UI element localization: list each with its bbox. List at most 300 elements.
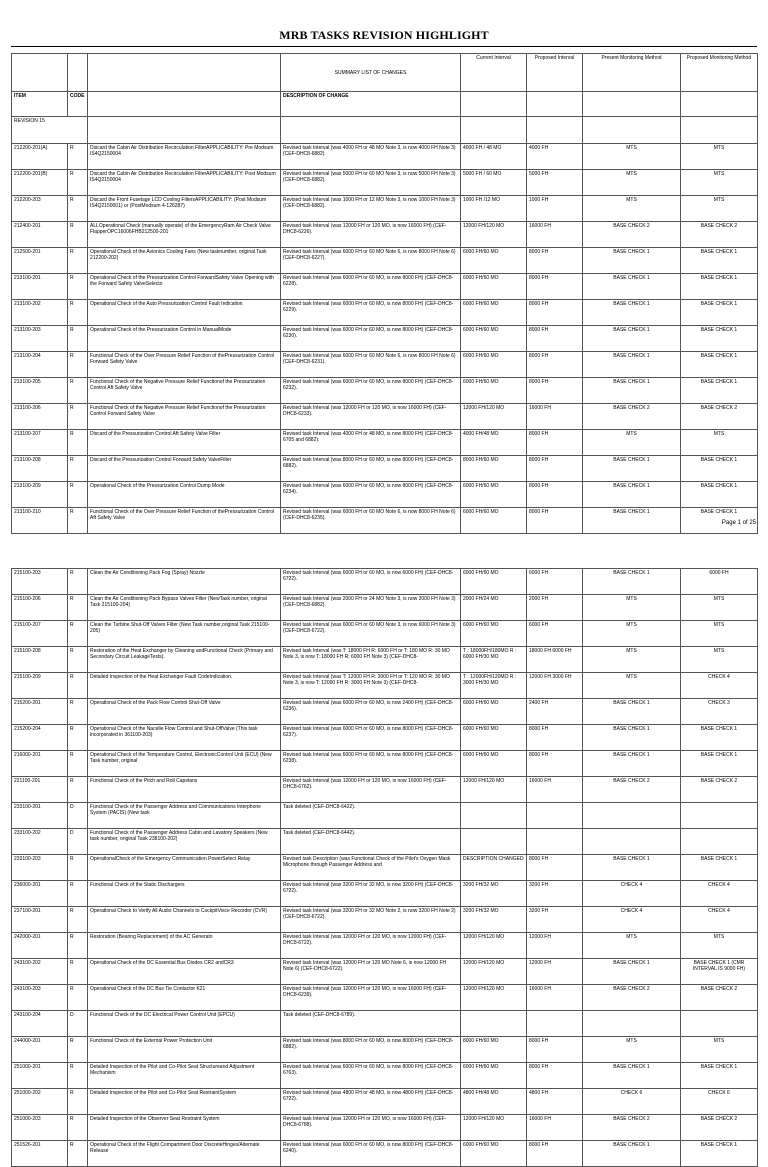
- present-method-cell: BASE CHECK 1: [583, 569, 681, 595]
- code-cell: R: [68, 1115, 88, 1141]
- task-cell: Functional Check of the Negative Pressure Relief Functionof the Pressurization Control Aft Safety Valve: [88, 378, 281, 404]
- table-row: [12, 326, 758, 352]
- change-cell: Revised task Interval (was 5000 FH or 60 MO Note 3, is now 5000 FH Note 3) (CEF-DHC8-6882).: [281, 170, 461, 196]
- table-row: [12, 274, 758, 300]
- item-cell: 236000-201: [12, 881, 68, 907]
- item-cell: 212200-203: [12, 196, 68, 222]
- table-row: [12, 621, 758, 647]
- task-cell: Functional Check of the External Power Protection Unit: [88, 1037, 281, 1063]
- task-cell: Operational Check of the Pressurization Control in ManualMode: [88, 326, 281, 352]
- change-cell: Revised task Interval (was 12000 FH or 120 MO, is now 16000 FH) (CEF-DHC8-6762).: [281, 777, 461, 803]
- code-cell: R: [68, 300, 88, 326]
- title-underline: [11, 46, 757, 47]
- present-method-cell: MTS: [583, 1037, 681, 1063]
- table-row: [12, 248, 758, 274]
- change-cell: Revised task Interval (was T: 18000 FH R: 6000 FH or T: 180 MO R: 30 MO Note 3, is now T: 18000 FH R: 6000 FH Note 3) (CEF-DHC8-: [281, 647, 461, 673]
- proposed-interval-cell: 8000 FH: [527, 300, 583, 326]
- task-cell: Operational Check of the Flight Compartment Door DiscreteHinges/Alternate Release: [88, 1141, 281, 1167]
- code-cell: R: [68, 326, 88, 352]
- proposed-interval-cell: 5000 FH: [527, 170, 583, 196]
- proposed-method-cell: CHECK 4: [681, 673, 758, 699]
- code-cell: R: [68, 1141, 88, 1167]
- proposed-interval-cell: 8000 FH: [527, 1141, 583, 1167]
- present-method-cell: MTS: [583, 430, 681, 456]
- present-method-cell: MTS: [583, 170, 681, 196]
- current-interval-cell: T : 12000FH/120MO R : 3000 FH/30 MO: [461, 673, 527, 699]
- current-interval-cell: 12000 FH/120 MO: [461, 933, 527, 959]
- proposed-method-cell: BASE CHECK 1: [681, 378, 758, 404]
- header-row: [12, 54, 758, 92]
- change-cell: Revised task Interval (was 6000 FH or 60 MO, is now 8000 FH) (CEF-DHC8-6240).: [281, 1141, 461, 1167]
- current-interval-cell: 6000 FH/60 MO: [461, 1141, 527, 1167]
- code-cell: R: [68, 881, 88, 907]
- task-cell: Functional Check of the DC Electrical Power Control Unit (EPCU): [88, 1011, 281, 1037]
- table-row: [12, 569, 758, 595]
- item-cell: 215100-209: [12, 673, 68, 699]
- change-cell: Revised task Interval (was 8000 FH or 60 MO, is now 8000 FH) (CEF-DHC8-6882).: [281, 1037, 461, 1063]
- change-cell: Revised task Interval (was 6000 FH or 60 MO, is now 6000 FH) (CEF-DHC8-6722).: [281, 569, 461, 595]
- current-interval-cell: DESCRIPTION CHANGED: [461, 855, 527, 881]
- table-row: [12, 352, 758, 378]
- change-cell: Revised task Interval (was 6000 FH or 60 MO, is now 8000 FH) (CEF-DHC8-6237).: [281, 725, 461, 751]
- current-interval-cell: 4800 FH/48 MO: [461, 1089, 527, 1115]
- table-row: [12, 300, 758, 326]
- change-cell: Revised task Interval (was 6000 FH or 60 MO Note 6, is now 8000 FH Note 6) (CEF-DHC8-6227).: [281, 248, 461, 274]
- current-interval-cell: 6000 FH/60 MO: [461, 378, 527, 404]
- code-cell: R: [68, 508, 88, 534]
- task-cell: Operational Check of the DC Essential Bus Diodes CR2 andCR3: [88, 959, 281, 985]
- proposed-interval-cell: 12000 FH: [527, 959, 583, 985]
- proposed-method-cell: MTS: [681, 430, 758, 456]
- present-method-cell: BASE CHECK 1: [583, 959, 681, 985]
- revision-table-page-2: [11, 568, 758, 1167]
- task-cell: ALLOperational Check (manually operate) of the EmergencyRam Air Check Valve FlapperOPC16006FHB212500-201: [88, 222, 281, 248]
- proposed-interval-cell: 12000 FH: [527, 933, 583, 959]
- item-cell: 233100-202: [12, 829, 68, 855]
- present-method-cell: [583, 803, 681, 829]
- revision-row: [12, 117, 758, 144]
- table-row: [12, 508, 758, 534]
- code-cell: R: [68, 274, 88, 300]
- code-cell: R: [68, 699, 88, 725]
- proposed-interval-cell: [527, 829, 583, 855]
- code-cell: R: [68, 1063, 88, 1089]
- item-header: ITEM: [12, 92, 68, 117]
- present-method-cell: BASE CHECK 1: [583, 274, 681, 300]
- present-method-cell: BASE CHECK 1: [583, 248, 681, 274]
- proposed-method-cell: BASE CHECK 1: [681, 508, 758, 534]
- current-interval-cell: 12000 FH/120 MO: [461, 777, 527, 803]
- table-row: [12, 1141, 758, 1167]
- item-cell: 212200-201(A): [12, 144, 68, 170]
- proposed-interval-cell: 8000 FH: [527, 378, 583, 404]
- change-cell: Revised task Interval (was 6000 FH or 60 MO Note 6, is now 8000 FH Note 6) (CEF-DHC8-6231).: [281, 352, 461, 378]
- proposed-method-cell: BASE CHECK 1: [681, 1063, 758, 1089]
- table-row: [12, 803, 758, 829]
- code-cell: R: [68, 959, 88, 985]
- task-cell: Operational Check of the Pack Flow Control Shut-Off Valve: [88, 699, 281, 725]
- code-cell: R: [68, 673, 88, 699]
- proposed-interval-cell: 8000 FH: [527, 725, 583, 751]
- table-row: [12, 725, 758, 751]
- current-interval-cell: 5000 FH / 60 MO: [461, 170, 527, 196]
- present-method-cell: BASE CHECK 1: [583, 378, 681, 404]
- code-header: CODE: [68, 92, 88, 117]
- change-cell: Revised task Interval (was 6000 FH or 60 MO Note 6, is now 8000 FH Note 6) (CEF-DHC8-6235).: [281, 508, 461, 534]
- proposed-method-cell: BASE CHECK 1: [681, 326, 758, 352]
- current-interval-cell: 6000 FH/60 MO: [461, 751, 527, 777]
- proposed-method-cell: CHECK 4: [681, 907, 758, 933]
- item-cell: 215100-208: [12, 647, 68, 673]
- task-cell: Detailed Inspection of the Heat Exchanger Fault CodeIndication.: [88, 673, 281, 699]
- current-interval-cell: 12000 FH/120 MO: [461, 985, 527, 1011]
- code-cell: R: [68, 647, 88, 673]
- change-cell: Revised task Interval (was 12000 FH or 120 MO, is now 16000 FH) (CEF-DHC8-6788).: [281, 1115, 461, 1141]
- task-cell: Restoration (Bearing Replacement) of the AC Generato: [88, 933, 281, 959]
- present-method-cell: BASE CHECK 2: [583, 404, 681, 430]
- change-cell: Revised task Interval (was 6000 FH or 60 MO, is now 8000 FH) (CEF-DHC8-6238).: [281, 751, 461, 777]
- code-cell: R: [68, 352, 88, 378]
- proposed-method-cell: BASE CHECK 1: [681, 300, 758, 326]
- proposed-method-cell: MTS: [681, 170, 758, 196]
- present-method-cell: BASE CHECK 1: [583, 725, 681, 751]
- task-cell: Detailed Inspection of the Observer Seat Restraint System: [88, 1115, 281, 1141]
- table-row: [12, 222, 758, 248]
- item-cell: 221100-201: [12, 777, 68, 803]
- proposed-method-cell: BASE CHECK 1: [681, 352, 758, 378]
- item-cell: 242000-201: [12, 933, 68, 959]
- change-cell: Task deleted (CEF-DHC8-6442).: [281, 829, 461, 855]
- task-cell: Functional Check of the Static Dischargers: [88, 881, 281, 907]
- column-label-row: [12, 92, 758, 117]
- current-interval-cell: 3200 FH/32 MO: [461, 907, 527, 933]
- table-row: [12, 699, 758, 725]
- present-method-cell: BASE CHECK 1: [583, 352, 681, 378]
- proposed-interval-cell: 8000 FH: [527, 1063, 583, 1089]
- proposed-method-cell: MTS: [681, 933, 758, 959]
- proposed-interval-cell: 8000 FH: [527, 1037, 583, 1063]
- task-cell: Detailed Inspection of the Pilot and Co-Pilot Seat Structureand Adjustment Mechanism: [88, 1063, 281, 1089]
- proposed-method-cell: BASE CHECK 1 (CMR INTERVAL IS 9000 FH): [681, 959, 758, 985]
- proposed-method-cell: BASE CHECK 2: [681, 777, 758, 803]
- code-cell: D: [68, 803, 88, 829]
- change-cell: Revised task Interval (was 12000 FH or 120 MO, is now 16000 FH) (CEF-DHC8-6233).: [281, 404, 461, 430]
- present-method-cell: BASE CHECK 2: [583, 222, 681, 248]
- change-cell: Revised task Interval (was 12000 FH or 120 MO Note 6, is now 12000 FH Note 6) (CEF-DHC8-6722).: [281, 959, 461, 985]
- code-cell: R: [68, 404, 88, 430]
- present-method-cell: CHECK 4: [583, 907, 681, 933]
- proposed-method-cell: [681, 803, 758, 829]
- task-cell: Discard the Front Fuselage LCD Cooling FiltersAPPLICABILITY: (Post Modsum IS4Q2150001) or (PostModsum 4-126287): [88, 196, 281, 222]
- table-row: [12, 933, 758, 959]
- proposed-interval-cell: 8000 FH: [527, 248, 583, 274]
- table-row: [12, 1089, 758, 1115]
- item-cell: 251526-201: [12, 1141, 68, 1167]
- change-cell: Revised task Interval (was 12000 FH or 120 MO, is now 12000 FH) (CEF-DHC8-6722).: [281, 933, 461, 959]
- proposed-method-cell: BASE CHECK 2: [681, 985, 758, 1011]
- table-row: [12, 1115, 758, 1141]
- item-cell: 243100-203: [12, 985, 68, 1011]
- change-cell: Revised task Interval (was 6000 FH or 60 MO, is now 8000 FH) (CEF-DHC8-6228).: [281, 274, 461, 300]
- proposed-interval-cell: 8000 FH: [527, 456, 583, 482]
- change-cell: Task deleted (CEF-DHC8-6422).: [281, 803, 461, 829]
- code-cell: R: [68, 777, 88, 803]
- current-interval-cell: 6000 FH/60 MO: [461, 508, 527, 534]
- current-interval-cell: 6000 FH/60 MO: [461, 699, 527, 725]
- item-cell: 237100-201: [12, 907, 68, 933]
- change-cell: Revised task Interval (was 6000 FH or 60 MO, is now 8000 FH) (CEF-DHC8-6232).: [281, 378, 461, 404]
- current-interval-cell: 6000 FH/60 MO: [461, 482, 527, 508]
- task-cell: Functional Check of the Pitch and Roll Capstans: [88, 777, 281, 803]
- task-cell: Operational Check to Verify All Audio Channels to CockpitVoice Recorder (CVR): [88, 907, 281, 933]
- proposed-method-cell: CHECK 4: [681, 881, 758, 907]
- change-cell: Revised task Interval (was 12000 FH or 120 MO, is now 16000 FH) (CEF-DHC8-6239).: [281, 985, 461, 1011]
- item-cell: 243100-204: [12, 1011, 68, 1037]
- change-cell: Revised task Interval (was T: 12000 FH R: 3000 FH or T: 120 MO R: 30 MO Note 3, is now T: 12000 FH R: 3000 FH Note 3) (CEF-DHC8-: [281, 673, 461, 699]
- change-cell: Revised task Interval (was 1000 FH or 12 MO Note 3, is now 1000 FH Note 3) (CEF-DHC8-6882).: [281, 196, 461, 222]
- revision-label: REVISION 15: [12, 117, 88, 144]
- proposed-method-cell: CHECK 6: [681, 1089, 758, 1115]
- change-cell: Revised task Interval (was 6000 FH or 60 MO, is now 8000 FH) (CEF-DHC8-6234).: [281, 482, 461, 508]
- proposed-method-cell: CHECK 3: [681, 699, 758, 725]
- change-cell: Revised task Interval (was 6000 FH or 60 MO Note 3, is now 6000 FH Note 3) (CEF-DHC8-6722).: [281, 621, 461, 647]
- table-row: [12, 378, 758, 404]
- code-cell: R: [68, 196, 88, 222]
- present-method-cell: BASE CHECK 1: [583, 751, 681, 777]
- proposed-interval-cell: 8000 FH: [527, 751, 583, 777]
- item-cell: 213100-205: [12, 378, 68, 404]
- change-cell: Revised task Interval (was 12000 FH or 120 MO, is now 16000 FH) (CEF-DHC8-6226).: [281, 222, 461, 248]
- item-cell: 215200-204: [12, 725, 68, 751]
- present-method-cell: CHECK 6: [583, 1089, 681, 1115]
- task-cell: Operational Check of the Pressurization Control ForwardSafety Valve Opening with the Forward Safety ValveSelecto: [88, 274, 281, 300]
- proposed-interval-cell: 2000 FH: [527, 595, 583, 621]
- present-method-cell: BASE CHECK 1: [583, 1141, 681, 1167]
- task-cell: Operational Check of the Temperature Control, ElectronicControl Unit (ECU) (New Task number, original: [88, 751, 281, 777]
- present-method-header: Present Monitoring Method: [583, 54, 681, 92]
- task-cell: Operational Check of the Auto Pressurization Control Fault Indication: [88, 300, 281, 326]
- code-cell: R: [68, 144, 88, 170]
- current-interval-cell: 6000 FH/60 MO: [461, 352, 527, 378]
- present-method-cell: BASE CHECK 1: [583, 482, 681, 508]
- item-cell: 213100-204: [12, 352, 68, 378]
- item-cell: 213100-203: [12, 326, 68, 352]
- proposed-interval-cell: 16000 FH: [527, 1115, 583, 1141]
- code-cell: R: [68, 222, 88, 248]
- current-interval-cell: 6000 FH/60 MO: [461, 621, 527, 647]
- change-cell: Revised task Interval (was 8000 FH or 60 MO, is now 8000 FH) (CEF-DHC8-6882).: [281, 456, 461, 482]
- code-cell: R: [68, 430, 88, 456]
- code-cell: R: [68, 378, 88, 404]
- change-cell: Revised task Description (was Functional Check of the Pilot's Oxygen Mask Microphone through Passenger Address and: [281, 855, 461, 881]
- task-cell: Functional Check of the Passenger Address and Communications Interphone System (PACIS) (New task: [88, 803, 281, 829]
- present-method-cell: BASE CHECK 2: [583, 985, 681, 1011]
- present-method-cell: BASE CHECK 2: [583, 777, 681, 803]
- code-cell: R: [68, 933, 88, 959]
- table-row: [12, 404, 758, 430]
- code-cell: R: [68, 248, 88, 274]
- proposed-interval-cell: 18000 FH 6000 FH: [527, 647, 583, 673]
- present-method-cell: BASE CHECK 1: [583, 300, 681, 326]
- proposed-interval-cell: 4800 FH: [527, 1089, 583, 1115]
- proposed-interval-cell: 8000 FH: [527, 274, 583, 300]
- item-cell: 244000-201: [12, 1037, 68, 1063]
- document-title: MRB TASKS REVISION HIGHLIGHT: [279, 28, 489, 42]
- current-interval-cell: [461, 803, 527, 829]
- change-cell: Revised task Interval (was 4000 FH or 48 MO, is now 8000 FH) (CEF-DHC8-6705 and 6882).: [281, 430, 461, 456]
- item-cell: 251000-203: [12, 1115, 68, 1141]
- code-cell: R: [68, 456, 88, 482]
- change-cell: Revised task Interval (was 4800 FH or 48 MO, is now 4800 FH) (CEF-DHC8-6722).: [281, 1089, 461, 1115]
- item-cell: 215100-203: [12, 569, 68, 595]
- code-cell: D: [68, 829, 88, 855]
- code-cell: R: [68, 482, 88, 508]
- code-cell: R: [68, 725, 88, 751]
- proposed-interval-cell: 16000 FH: [527, 985, 583, 1011]
- proposed-method-cell: MTS: [681, 144, 758, 170]
- proposed-method-cell: BASE CHECK 1: [681, 1141, 758, 1167]
- table-row: [12, 595, 758, 621]
- proposed-method-cell: BASE CHECK 1: [681, 482, 758, 508]
- proposed-method-cell: BASE CHECK 2: [681, 222, 758, 248]
- proposed-interval-cell: 16000 FH: [527, 777, 583, 803]
- code-cell: R: [68, 569, 88, 595]
- change-cell: Revised task Interval (was 6000 FH or 60 MO, is now 8000 FH) (CEF-DHC8-6763).: [281, 1063, 461, 1089]
- item-cell: 212400-201: [12, 222, 68, 248]
- table-row: [12, 144, 758, 170]
- present-method-cell: [583, 829, 681, 855]
- present-method-cell: BASE CHECK 1: [583, 855, 681, 881]
- proposed-method-cell: BASE CHECK 1: [681, 855, 758, 881]
- current-interval-cell: 3200 FH/32 MO: [461, 881, 527, 907]
- proposed-interval-cell: 16000 FH: [527, 404, 583, 430]
- proposed-interval-cell: 8000 FH: [527, 430, 583, 456]
- proposed-method-cell: MTS: [681, 1037, 758, 1063]
- item-cell: 233100-201: [12, 803, 68, 829]
- item-cell: 213100-201: [12, 274, 68, 300]
- current-interval-cell: 6000 FH/60 MO: [461, 569, 527, 595]
- present-method-cell: MTS: [583, 621, 681, 647]
- current-interval-cell: 12000 FH/120 MO: [461, 959, 527, 985]
- proposed-method-cell: BASE CHECK 1: [681, 725, 758, 751]
- present-method-cell: MTS: [583, 933, 681, 959]
- item-cell: 213100-209: [12, 482, 68, 508]
- proposed-interval-cell: 8000 FH: [527, 855, 583, 881]
- proposed-interval-cell: 1000 FH: [527, 196, 583, 222]
- item-cell: 213100-207: [12, 430, 68, 456]
- code-cell: R: [68, 595, 88, 621]
- present-method-cell: MTS: [583, 196, 681, 222]
- item-cell: 215200-201: [12, 699, 68, 725]
- task-cell: Clean the Air Conditioning Pack Bypass Valves Filter (NewTask number, original Task 215100-204): [88, 595, 281, 621]
- current-interval-cell: [461, 829, 527, 855]
- task-cell: Operational Check of the Nacelle Flow Control and Shut-OffValve (This task incorporated in 361100-203): [88, 725, 281, 751]
- revision-table-page-1: [11, 53, 758, 534]
- current-interval-cell: 6000 FH/60 MO: [461, 248, 527, 274]
- task-cell: Discard the Cabin Air Distribution Recirculation FilterAPPLICABILITY: Post Modsum IS4Q2150004: [88, 170, 281, 196]
- item-cell: 251000-202: [12, 1089, 68, 1115]
- current-interval-cell: 6000 FH/60 MO: [461, 300, 527, 326]
- table-row: [12, 1037, 758, 1063]
- current-interval-header: Current Interval: [461, 54, 527, 92]
- proposed-method-cell: BASE CHECK 1: [681, 751, 758, 777]
- proposed-method-cell: MTS: [681, 621, 758, 647]
- item-cell: 251000-201: [12, 1063, 68, 1089]
- current-interval-cell: 6000 FH/60 MO: [461, 274, 527, 300]
- proposed-method-cell: 6000 FH: [681, 569, 758, 595]
- proposed-method-cell: BASE CHECK 2: [681, 404, 758, 430]
- task-cell: Functional Check of the Negative Pressure Relief Functionof the Pressurization Control Forward Safety Valve: [88, 404, 281, 430]
- current-interval-cell: 6000 FH/60 MO: [461, 1063, 527, 1089]
- task-cell: Clean the Air Conditioning Pack Fog (Spray) Nozzle: [88, 569, 281, 595]
- proposed-method-cell: MTS: [681, 647, 758, 673]
- task-cell: Operational Check of the DC Bus Tie Contactor K21: [88, 985, 281, 1011]
- page-number: Page 1 of 25: [721, 520, 756, 526]
- change-cell: Revised task Interval (was 4000 FH or 48 MO Note 3, is now 4000 FH Note 3) (CEF-DHC8-6882).: [281, 144, 461, 170]
- current-interval-cell: 12000 FH/120 MO: [461, 404, 527, 430]
- present-method-cell: BASE CHECK 1: [583, 1063, 681, 1089]
- task-cell: Discard of the Pressurization Control Aft Safety Valve Filter: [88, 430, 281, 456]
- present-method-cell: BASE CHECK 1: [583, 456, 681, 482]
- task-cell: Discard the Cabin Air Distribution Recirculation FilterAPPLICABILITY: Pre Modsum IS4Q2150004: [88, 144, 281, 170]
- change-cell: Revised task Interval (was 2000 FH or 24 MO Note 3, is now 2000 FH Note 3) (CEF-DHC8-6882).: [281, 595, 461, 621]
- item-cell: 216000-201: [12, 751, 68, 777]
- item-cell: 213100-210: [12, 508, 68, 534]
- proposed-interval-cell: 16000 FH: [527, 222, 583, 248]
- current-interval-cell: 6000 FH/60 MO: [461, 725, 527, 751]
- proposed-interval-cell: 8000 FH: [527, 508, 583, 534]
- proposed-interval-cell: 6000 FH: [527, 569, 583, 595]
- code-cell: R: [68, 621, 88, 647]
- present-method-cell: BASE CHECK 1: [583, 508, 681, 534]
- proposed-method-cell: MTS: [681, 595, 758, 621]
- item-cell: 233100-203: [12, 855, 68, 881]
- present-method-cell: MTS: [583, 647, 681, 673]
- present-method-cell: BASE CHECK 1: [583, 699, 681, 725]
- table-row: [12, 959, 758, 985]
- item-cell: 243100-202: [12, 959, 68, 985]
- task-cell: Clean the Turbine Shut-Off Valves Filter (New Task number,original Task 215100-205): [88, 621, 281, 647]
- change-cell: Revised task Interval (was 6000 FH or 60 MO, is now 8000 FH) (CEF-DHC8-6230).: [281, 326, 461, 352]
- code-cell: R: [68, 170, 88, 196]
- code-cell: D: [68, 1011, 88, 1037]
- task-cell: Operational Check of the Pressurization Control Dump Mode: [88, 482, 281, 508]
- present-method-cell: CHECK 4: [583, 881, 681, 907]
- proposed-interval-cell: 3200 FH: [527, 881, 583, 907]
- proposed-method-cell: BASE CHECK 2: [681, 1115, 758, 1141]
- table-row: [12, 855, 758, 881]
- present-method-cell: MTS: [583, 595, 681, 621]
- task-cell: Restoration of the Heat Exchanger by Cleaning andFunctional Check (Primary and Secondary Circuit LeakageTests).: [88, 647, 281, 673]
- table-row: [12, 196, 758, 222]
- proposed-method-cell: [681, 829, 758, 855]
- table-row: [12, 751, 758, 777]
- table-row: [12, 1063, 758, 1089]
- item-cell: 213100-208: [12, 456, 68, 482]
- table-row: [12, 829, 758, 855]
- proposed-interval-cell: 8000 FH: [527, 482, 583, 508]
- current-interval-cell: 4000 FH / 48 MO: [461, 144, 527, 170]
- proposed-method-cell: MTS: [681, 196, 758, 222]
- task-cell: Detailed Inspection of the Pilot and Co-Pilot Seat RestraintSystem: [88, 1089, 281, 1115]
- present-method-cell: BASE CHECK 1: [583, 326, 681, 352]
- item-cell: 212500-201: [12, 248, 68, 274]
- proposed-method-cell: BASE CHECK 1: [681, 274, 758, 300]
- proposed-method-cell: BASE CHECK 1: [681, 456, 758, 482]
- code-cell: R: [68, 1089, 88, 1115]
- table-row: [12, 907, 758, 933]
- task-cell: Functional Check of the Over Pressure Relief Function of thePressurization Control Forward Safety Valve: [88, 352, 281, 378]
